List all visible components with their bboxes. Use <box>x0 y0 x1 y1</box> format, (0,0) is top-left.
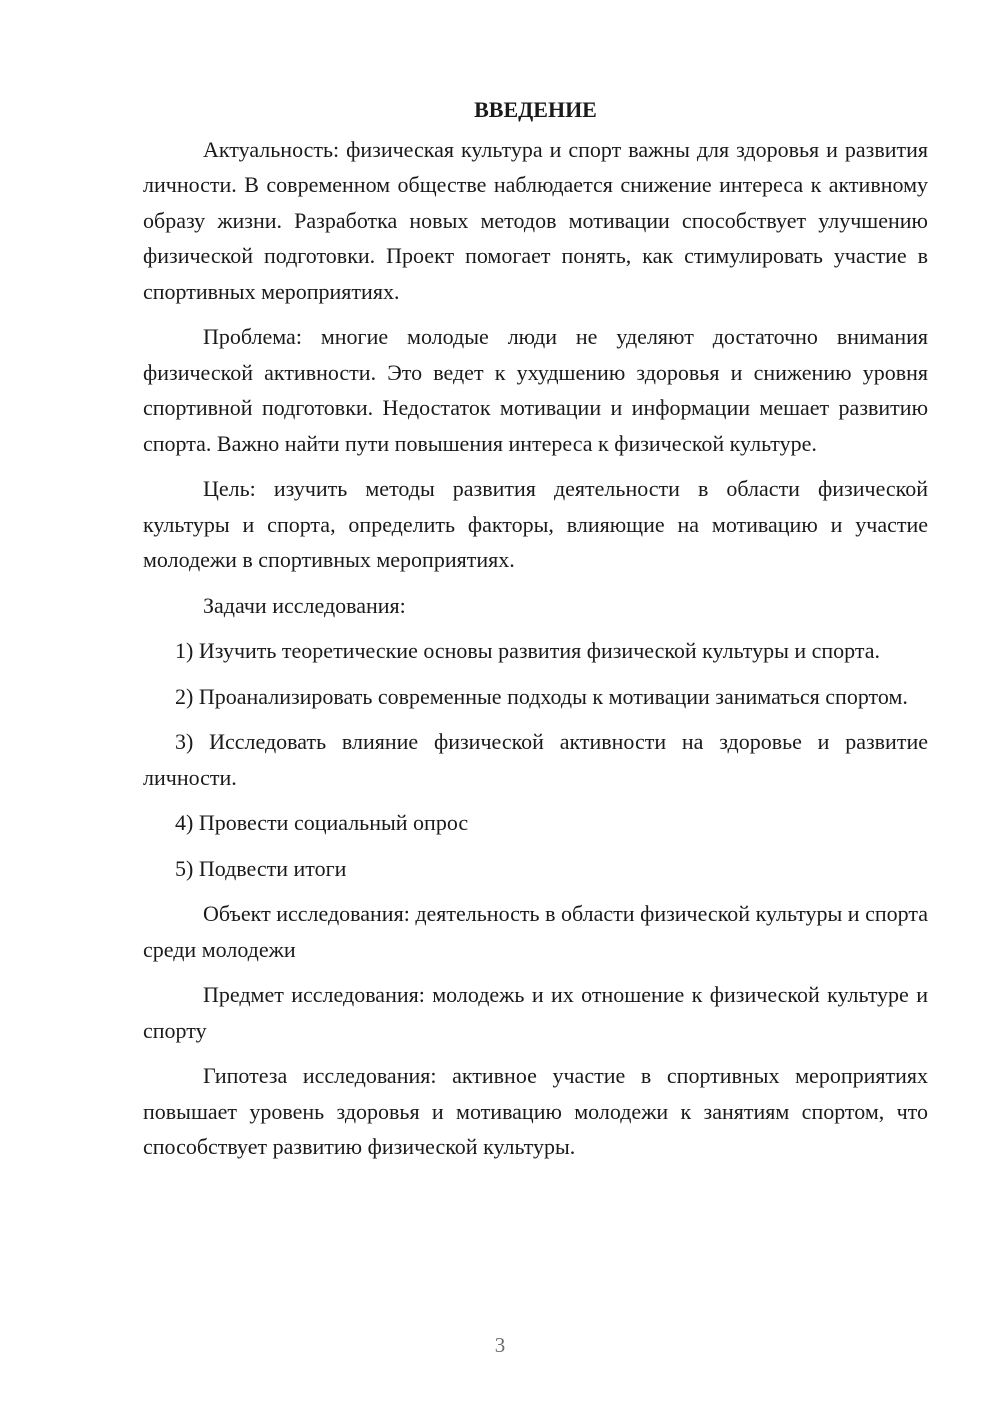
task-item: 3) Исследовать влияние физической активности на здоровье и развитие личности. <box>143 729 928 790</box>
goal-paragraph: Цель: изучить методы развития деятельности в области физической культуры и спорта, определить факторы, влияющие на мотивацию и участие молодежи в спортивных мероприятиях. <box>143 476 928 572</box>
task-item: 5) Подвести итоги <box>175 855 347 881</box>
subject-paragraph: Предмет исследования: молодежь и их отношение к физической культуре и спорту <box>143 982 928 1043</box>
task-item: 1) Изучить теоретические основы развития физической культуры и спорта. <box>175 638 881 663</box>
task-item: 4) Провести социальный опрос <box>175 810 469 835</box>
tasks-heading: Задачи исследования: <box>203 592 406 618</box>
problem-paragraph: Проблема: многие молодые люди не уделяют достаточно внимания физической активности. Это ведет к ухудшению здоровья и снижению уровня спортивной подготовки. Недостаток мотивации и информации мешает развитию спорта. Важно найти пути повышения интереса к физической культуре. <box>143 324 928 456</box>
task-item: 2) Проанализировать современные подходы к мотивации заниматься спортом. <box>175 683 908 709</box>
relevance-paragraph: Актуальность: физическая культура и спорт важны для здоровья и развития личности. В современном обществе наблюдается снижение интереса к активному образу жизни. Разработка новых методов мотивации способствует улучшению физической подготовки. Проект помогает понять, как стимулировать участие в спортивных мероприятиях. <box>143 136 928 304</box>
hypothesis-paragraph: Гипотеза исследования: активное участие в спортивных мероприятиях повышает уровень здоровья и мотивацию молодежи к занятиям спортом, что способствует развитию физической культуры. <box>143 1063 928 1159</box>
page-number: 3 <box>494 1333 506 1357</box>
section-title: ВВЕДЕНИЕ <box>474 97 597 122</box>
object-paragraph: Объект исследования: деятельность в области физической культуры и спорта среди молодежи <box>143 901 928 962</box>
document-page <box>143 92 928 1175</box>
